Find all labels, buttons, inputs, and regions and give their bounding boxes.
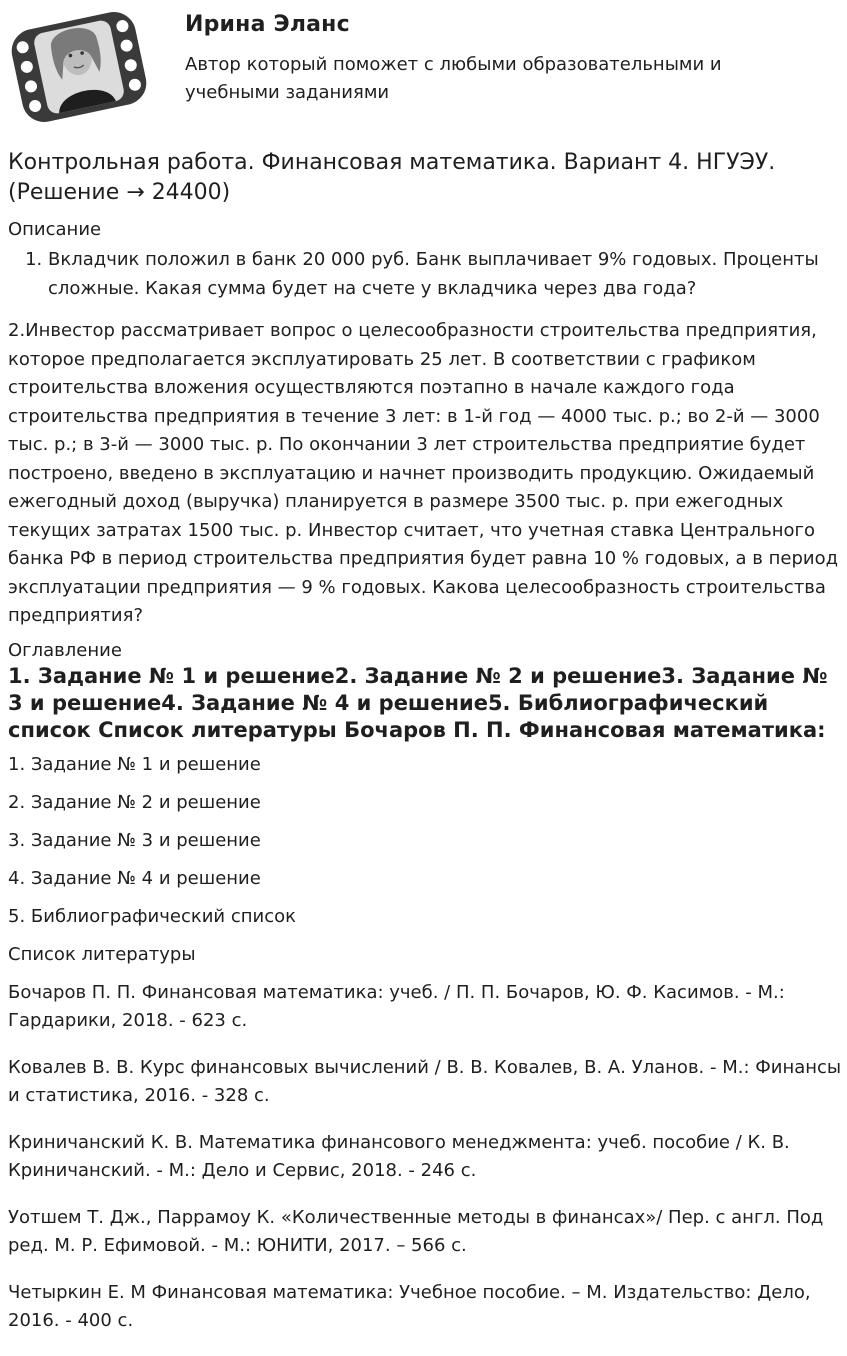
- author-avatar[interactable]: [6, 6, 152, 128]
- author-name[interactable]: Ирина Эланс: [185, 12, 350, 37]
- toc-item: 1. Задание № 1 и решение: [8, 753, 261, 775]
- literature-list: [8, 979, 842, 1336]
- toc-item: 4. Задание № 4 и решение: [8, 867, 261, 889]
- literature-item: Бочаров П. П. Финансовая математика: учеб. / П. П. Бочаров, Ю. Ф. Касимов. - М.: Гардарики, 2018. - 623 с.: [8, 981, 785, 1031]
- literature-item: Уотшем Т. Дж., Паррамоу К. «Количественные методы в финансах»/ Пер. с англ. Под ред. М. Р. Ефимовой. - М.: ЮНИТИ, 2017. – 566 с.: [8, 1206, 824, 1256]
- document-title: Контрольная работа. Финансовая математика. Вариант 4. НГУЭУ. (Решение → 24400): [8, 150, 776, 205]
- author-description: Автор который поможет с любыми образовательными и учебными заданиями: [185, 54, 722, 103]
- task-2: 2.Инвестор рассматривает вопрос о целесообразности строительства предприятия, которое предполагается эксплуатировать 25 лет. В соответствии с графиком строительства вложения осуществляются поэтапно в начале каждого года строительства предприятия в течение 3 лет: в 1-й год — 4000 тыс. р.; во 2-й — 3000 тыс. р.; в 3-й — 3000 тыс. р. По окончании 3 лет строительства предприятие будет построено, введено в эксплуатацию и начнет производить продукцию. Ожидаемый ежегодный доход (выручка) планируется в размере 3500 тыс. р. при ежегодных текущих затратах 1500 тыс. р. Инвестор считает, что учетная ставка Центрального банка РФ в период строительства предприятия будет равна 10 % годовых, а в период эксплуатации предприятия — 9 % годовых. Какова целесообразность строительства предприятия?: [8, 320, 839, 626]
- description-label: Описание: [8, 219, 102, 240]
- literature-item: Криничанский К. В. Математика финансового менеджмента: учеб. пособие / К. В. Криничанский. - М.: Дело и Сервис, 2018. - 246 с.: [8, 1131, 790, 1181]
- toc-item: 2. Задание № 2 и решение: [8, 791, 261, 813]
- toc-label: Оглавление: [8, 639, 122, 661]
- toc-list: [8, 754, 842, 928]
- toc-item: 5. Библиографический список: [8, 905, 296, 927]
- toc-heading: 1. Задание № 1 и решение2. Задание № 2 и решение3. Задание № 3 и решение4. Задание № 4 и решение5. Библиографический список Список литературы Бочаров П. П. Финансовая математика:: [8, 663, 828, 742]
- task-1: 1. Вкладчик положил в банк 20 000 руб. Банк выплачивает 9% годовых. Проценты сложные. Какая сумма будет на счете у вкладчика через два года?: [48, 245, 842, 303]
- literature-item: Ковалев В. В. Курс финансовых вычислений / В. В. Ковалев, В. А. Уланов. - М.: Финансы и статистика, 2016. - 328 с.: [8, 1056, 842, 1106]
- literature-label: Список литературы: [8, 943, 196, 965]
- film-reel-avatar-icon: [6, 6, 152, 128]
- author-header: [0, 0, 847, 140]
- literature-item: Четыркин Е. М Финансовая математика: Учебное пособие. – М. Издательство: Дело, 2016. - 400 с.: [8, 1281, 811, 1331]
- document-content: [8, 148, 842, 1354]
- toc-item: 3. Задание № 3 и решение: [8, 829, 261, 851]
- task-list: [8, 245, 842, 303]
